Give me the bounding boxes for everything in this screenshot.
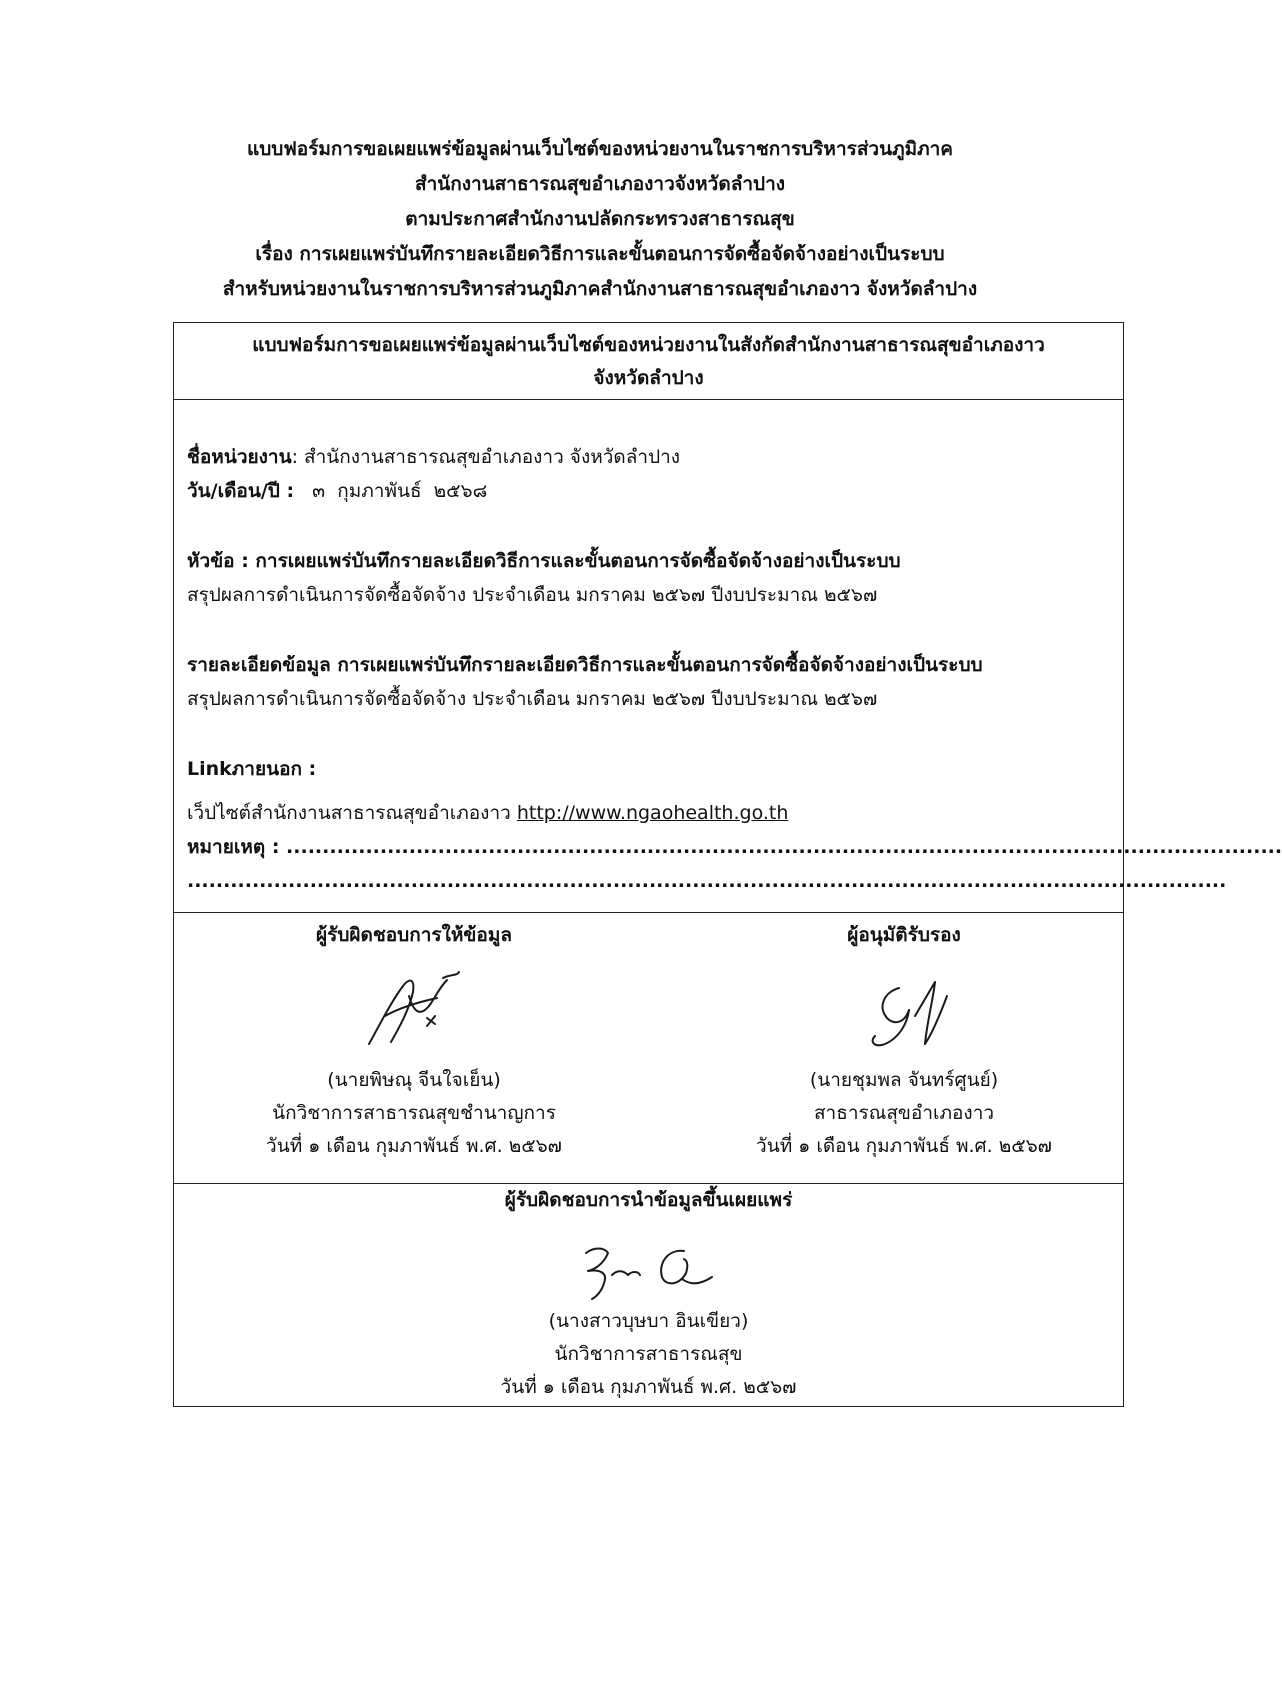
publisher-position: นักวิชาการสาธารณสุข (554, 1343, 743, 1365)
website-label: เว็ปไซต์สำนักงานสาธารณสุขอำเภองาว (187, 802, 517, 824)
publisher-name: (นางสาวบุษบา อินเขียว) (548, 1310, 749, 1332)
approver-name: (นายชุมพล จันทร์ศูนย์) (809, 1069, 999, 1091)
provider-role: ผู้รับผิดชอบการให้ข้อมูล (316, 924, 512, 946)
signature-block-approver (694, 919, 1114, 1163)
approver-date: วันที่ ๑ เดือน กุมภาพันธ์ พ.ศ. ๒๕๖๗ (756, 1135, 1052, 1157)
approver-signature-image (829, 966, 979, 1058)
form-title-line-1: แบบฟอร์มการขอเผยแพร่ข้อมูลผ่านเว็บไซต์ของหน่วยงานในสังกัดสำนักงานสาธารณสุขอำเภองาว (252, 334, 1045, 356)
publisher-signature-image (574, 1235, 724, 1305)
date-label: วัน/เดือน/ปี : (187, 480, 295, 502)
remark-label: หมายเหตุ : (187, 836, 287, 858)
link-block (187, 752, 1282, 898)
publisher-date: วันที่ ๑ เดือน กุมภาพันธ์ พ.ศ. ๒๕๖๗ (500, 1376, 797, 1398)
document-header (100, 132, 1100, 307)
date-value: ๓ กุมภาพันธ์ ๒๕๖๘ (294, 480, 488, 502)
link-label: Linkภายนอก : (187, 758, 317, 780)
provider-position: นักวิชาการสาธารณสุขชำนาญการ (272, 1102, 556, 1124)
form-title (174, 323, 1123, 399)
detail-block (187, 648, 1110, 716)
signature-section (174, 912, 1123, 1183)
header-line-5: สำหรับหน่วยงานในราชการบริหารส่วนภูมิภาคสำนักงานสาธารณสุขอำเภองาว จังหวัดลำปาง (222, 278, 978, 300)
provider-name: (นายพิษณุ จีนใจเย็น) (327, 1069, 501, 1091)
detail-value: สรุปผลการดำเนินการจัดซื้อจัดจ้าง ประจำเดือน มกราคม ๒๕๖๗ ปีงบประมาณ ๒๕๖๗ (187, 688, 878, 710)
remark-row (187, 830, 1282, 864)
date-row (187, 474, 1110, 508)
signature-block-publisher (174, 1184, 1123, 1404)
header-line-1: แบบฟอร์มการขอเผยแพร่ข้อมูลผ่านเว็บไซต์ของหน่วยงานในราชการบริหารส่วนภูมิภาค (246, 138, 954, 160)
topic-value: สรุปผลการดำเนินการจัดซื้อจัดจ้าง ประจำเดือน มกราคม ๒๕๖๗ ปีงบประมาณ ๒๕๖๗ (187, 584, 878, 606)
request-form (173, 322, 1282, 1407)
agency-label: ชื่อหน่วยงาน (187, 446, 292, 468)
remark-dots-1: .......................................................................................................................................... (286, 836, 1282, 858)
topic-label: หัวข้อ : การเผยแพร่บันทึกรายละเอียดวิธีการและขั้นตอนการจัดซื้อจัดจ้างอย่างเป็นระบบ (187, 550, 901, 572)
detail-label: รายละเอียดข้อมูล การเผยแพร่บันทึกรายละเอียดวิธีการและขั้นตอนการจัดซื้อจัดจ้างอย่างเป็นระบบ (187, 654, 983, 676)
form-title-line-2: จังหวัดลำปาง (593, 367, 704, 389)
signature-block-provider (214, 919, 614, 1163)
header-line-2: สำนักงานสาธารณสุขอำเภองาวจังหวัดลำปาง (414, 173, 786, 195)
remark-dots-2: ................................................................................................................................................ (187, 870, 1227, 892)
agency-row (187, 440, 1110, 474)
publisher-section (174, 1183, 1123, 1408)
website-row (187, 796, 1110, 830)
approver-role: ผู้อนุมัติรับรอง (847, 924, 961, 946)
publisher-role: ผู้รับผิดชอบการนำข้อมูลขึ้นเผยแพร่ (504, 1189, 793, 1211)
provider-signature-image (339, 966, 489, 1058)
website-link[interactable]: http://www.ngaohealth.go.th (516, 802, 789, 824)
agency-value: : สำนักงานสาธารณสุขอำเภองาว จังหวัดลำปาง (291, 446, 681, 468)
approver-position: สาธารณสุขอำเภองาว (813, 1102, 995, 1124)
header-line-4: เรื่อง การเผยแพร่บันทึกรายละเอียดวิธีการและขั้นตอนการจัดซื้อจัดจ้างอย่างเป็นระบบ (255, 243, 945, 265)
provider-date: วันที่ ๑ เดือน กุมภาพันธ์ พ.ศ. ๒๕๖๗ (266, 1135, 562, 1157)
topic-block (187, 544, 1110, 612)
form-body (174, 399, 1282, 912)
header-line-3: ตามประกาศสำนักงานปลัดกระทรวงสาธารณสุข (405, 208, 795, 230)
